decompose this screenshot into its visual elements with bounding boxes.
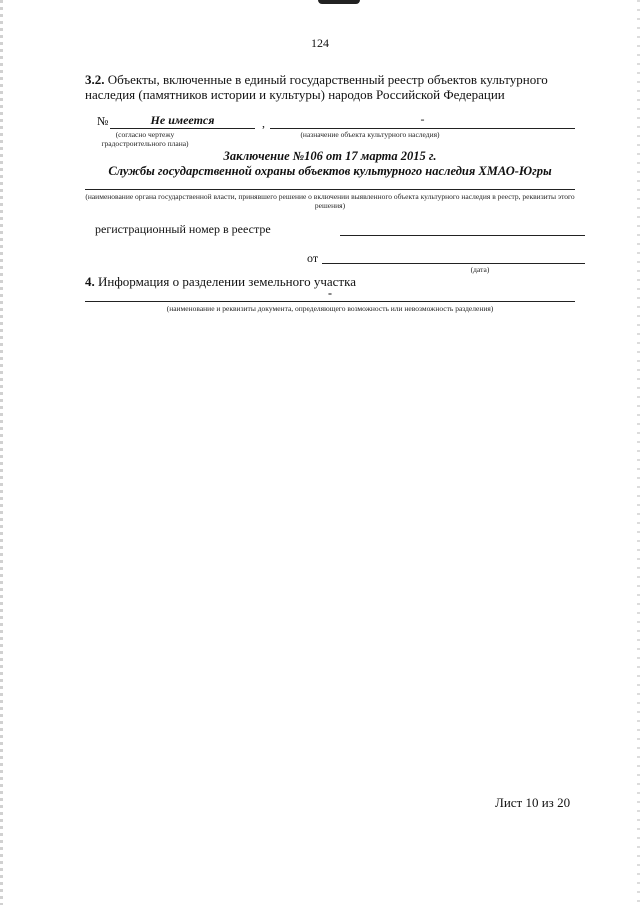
section-4-hint: (наименование и реквизиты документа, определяющего возможность или невозможность разделения)	[166, 304, 494, 313]
hint-by-plan: (согласно чертежу градостроительного плана)	[101, 130, 189, 148]
scan-mark	[318, 0, 360, 4]
reg-number-underline	[340, 235, 585, 236]
conclusion-line-2: Службы государственной охраны объектов культурного наследия ХМАО-Югры	[108, 164, 552, 178]
section-4-number: 4.	[85, 274, 95, 289]
date-underline	[322, 263, 585, 264]
authority-underline	[85, 189, 575, 190]
separator-comma: ,	[262, 116, 265, 130]
scan-edge-left	[0, 0, 3, 905]
section-4-title-text: Информация о разделении земельного участка	[98, 274, 356, 289]
from-label: от	[307, 251, 319, 265]
section-3-2-title	[85, 72, 585, 102]
section-number: 3.2.	[85, 72, 105, 87]
number-sign: №	[97, 114, 109, 128]
reg-number-label: регистрационный номер в реестре	[95, 222, 271, 236]
section-4-value: -	[328, 286, 332, 300]
sheet-counter: Лист 10 из 20	[495, 795, 571, 810]
object-number-value: Не имеется	[150, 113, 215, 127]
object-number-underline	[110, 128, 255, 129]
hint-authority: (наименование органа государственной власти, принявшего решение о включении выявленного объекта культурного наследия в реестр, реквизиты этого решения)	[85, 192, 575, 210]
section-title-text: Объекты, включенные в единый государственный реестр объектов культурного наследия (памятников истории и культуры) народов Российской Федерации	[85, 72, 548, 102]
object-purpose-underline	[270, 128, 575, 129]
page-number: 124	[311, 36, 329, 50]
section-4-underline	[85, 301, 575, 302]
conclusion-line-1: Заключение №106 от 17 марта 2015 г.	[223, 149, 437, 163]
object-purpose-value: -	[420, 112, 425, 126]
hint-date: (дата)	[470, 265, 490, 274]
hint-purpose: (назначение объекта культурного наследия)	[300, 130, 440, 139]
